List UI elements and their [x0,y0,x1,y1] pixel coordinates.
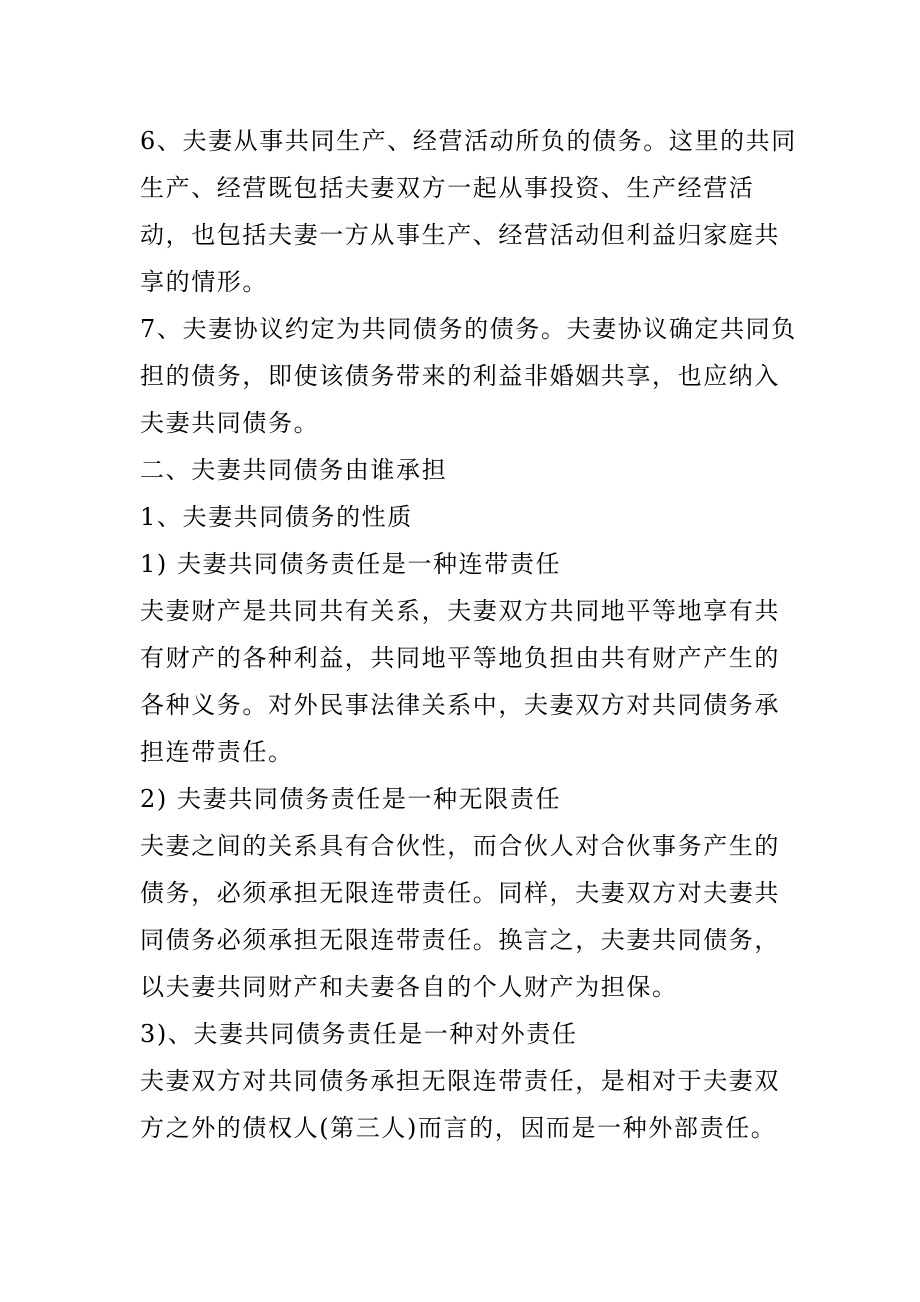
paragraph-item-7-agreed-joint-debt: 7、夫妻协议约定为共同债务的债务。夫妻协议确定共同负担的债务，即使该债务带来的利益非婚姻共享，也应纳入夫妻共同债务。 [140,315,797,437]
paragraph-unlimited-liability: 夫妻之间的关系具有合伙性，而合伙人对合伙事务产生的债务，必须承担无限连带责任。同样，夫妻双方对夫妻共同债务必须承担无限连带责任。换言之，夫妻共同债务，以夫妻共同财产和夫妻各自的个人财产为担保。 [140,832,780,1001]
point-heading-joint-liability: 1) 夫妻共同债务责任是一种连带责任 [140,550,562,578]
paragraph-item-6-joint-business-debt: 6、夫妻从事共同生产、经营活动所负的债务。这里的共同生产、经营既包括夫妻双方一起从事投资、生产经营活动，也包括夫妻一方从事生产、经营活动但利益归家庭共享的情形。 [140,127,797,296]
point-heading-external-liability: 3)、夫妻共同债务责任是一种对外责任 [140,1020,578,1048]
section-heading-who-bears-debt: 二、夫妻共同债务由谁承担 [140,456,448,484]
paragraph-external-liability: 夫妻双方对共同债务承担无限连带责任，是相对于夫妻双方之外的债权人(第三人)而言的，因而是一种外部责任。 [140,1067,780,1142]
paragraph-joint-liability: 夫妻财产是共同共有关系，夫妻双方共同地平等地享有共有财产的各种利益，共同地平等地负担由共有财产产生的各种义务。对外民事法律关系中，夫妻双方对共同债务承担连带责任。 [140,597,780,766]
subsection-heading-debt-nature: 1、夫妻共同债务的性质 [140,503,413,531]
point-heading-unlimited-liability: 2) 夫妻共同债务责任是一种无限责任 [140,785,562,813]
